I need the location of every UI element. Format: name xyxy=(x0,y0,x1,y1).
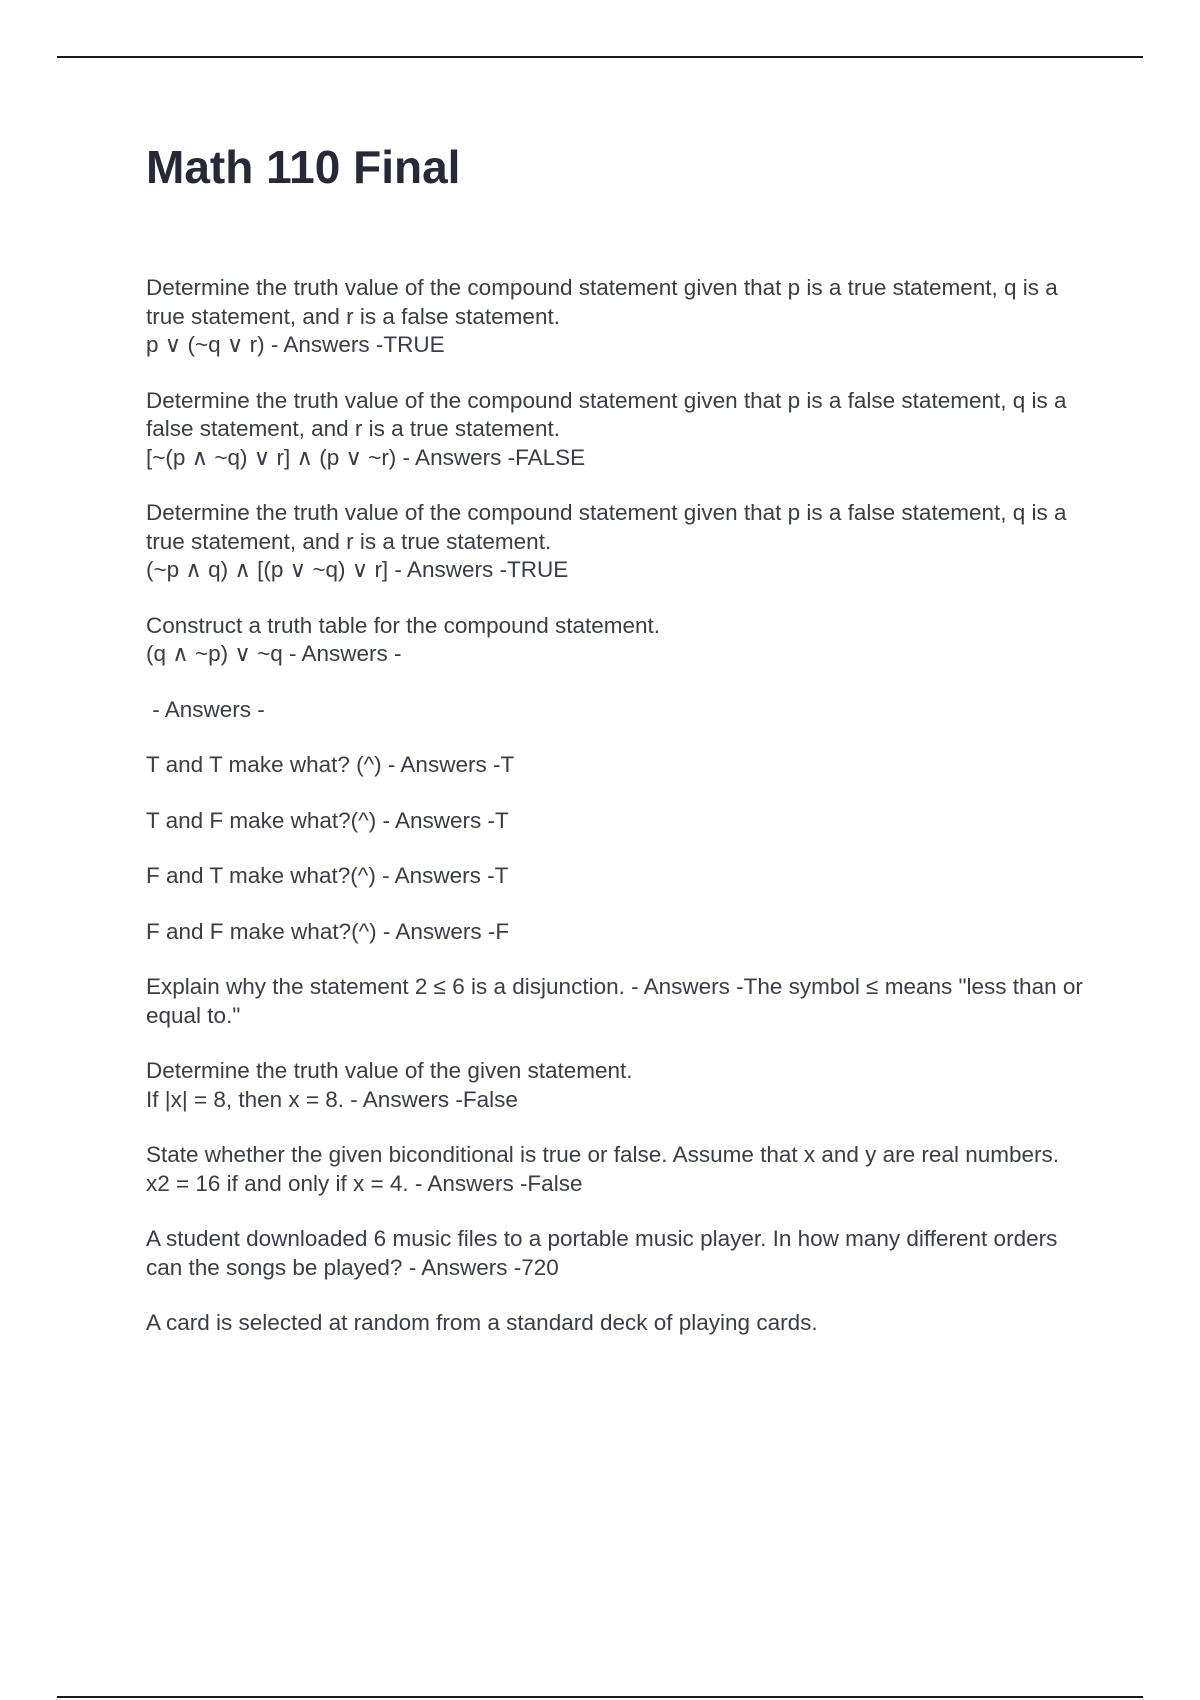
question-item xyxy=(146,1057,1091,1114)
top-rule xyxy=(57,56,1143,58)
question-text: Determine the truth value of the compound statement given that p is a true statement, q is a true statement, and r is a false statement. xyxy=(146,275,1065,329)
answer-text: p ∨ (~q ∨ r) - Answers -TRUE xyxy=(146,332,445,357)
question-item xyxy=(146,274,1091,360)
question-text: A card is selected at random from a standard deck of playing cards. xyxy=(146,1310,818,1335)
question-text: State whether the given biconditional is true or false. Assume that x and y are real numbers. xyxy=(146,1142,1059,1167)
question-text: Determine the truth value of the compound statement given that p is a false statement, q is a true statement, and r is a true statement. xyxy=(146,500,1073,554)
question-item xyxy=(146,1309,1091,1338)
question-text: Determine the truth value of the given statement. xyxy=(146,1058,633,1083)
question-item xyxy=(146,751,1091,780)
answer-text: (q ∧ ~p) ∨ ~q - Answers - xyxy=(146,641,402,666)
question-item xyxy=(146,973,1091,1030)
bottom-rule xyxy=(57,1696,1143,1698)
question-item xyxy=(146,918,1091,947)
question-list xyxy=(146,274,1091,1338)
question-item xyxy=(146,499,1091,585)
document-title: Math 110 Final xyxy=(146,141,461,193)
question-text: Construct a truth table for the compound statement. xyxy=(146,612,661,638)
question-item xyxy=(146,1141,1091,1198)
answer-text: (~p ∧ q) ∧ [(p ∨ ~q) ∨ r] - Answers -TRUE xyxy=(146,557,569,582)
question-item xyxy=(146,807,1091,836)
answer-text: If |x| = 8, then x = 8. - Answers -False xyxy=(146,1086,518,1112)
answer-text: x2 = 16 if and only if x = 4. - Answers -False xyxy=(146,1170,583,1196)
answer-text: [~(p ∧ ~q) ∨ r] ∧ (p ∨ ~r) - Answers -FALSE xyxy=(146,444,586,470)
answer-text: F and F make what?(^) - Answers -F xyxy=(146,918,510,944)
document-body xyxy=(146,140,1091,1365)
answer-text: T and F make what?(^) - Answers -T xyxy=(146,807,509,833)
answer-text: F and T make what?(^) - Answers -T xyxy=(146,863,509,888)
answer-text: T and T make what? (^) - Answers -T xyxy=(146,752,515,777)
question-item xyxy=(146,696,1091,725)
question-item xyxy=(146,1225,1091,1282)
question-item xyxy=(146,862,1091,891)
question-item xyxy=(146,387,1091,473)
answer-text: A student downloaded 6 music files to a portable music player. In how many different orders can the songs be played? - Answers -720 xyxy=(146,1226,1064,1280)
question-item xyxy=(146,612,1091,669)
answer-text: Explain why the statement 2 ≤ 6 is a disjunction. - Answers -The symbol ≤ means "less than or equal to." xyxy=(146,974,1090,1028)
answer-text: - Answers - xyxy=(146,696,265,722)
question-text: Determine the truth value of the compound statement given that p is a false statement, q is a false statement, and r is a true statement. xyxy=(146,387,1073,441)
